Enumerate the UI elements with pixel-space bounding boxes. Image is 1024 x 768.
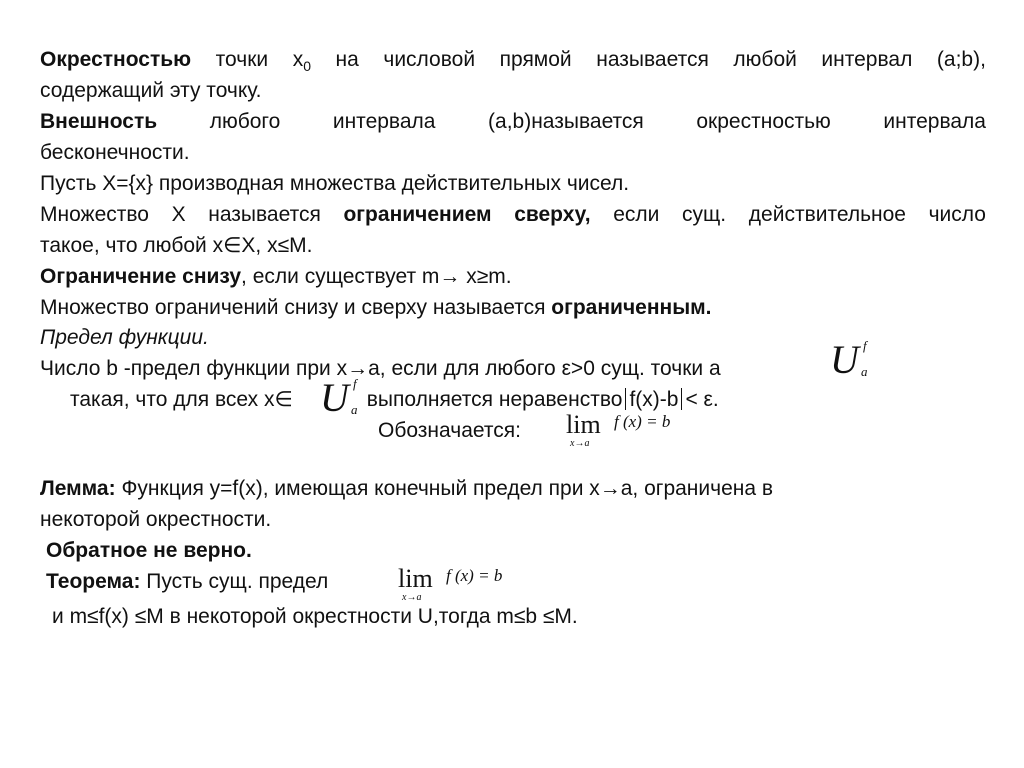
word: Множество [40, 203, 149, 226]
lemma-line-1: Лемма: Функция y=f(x), имеющая конечный предел при x→a, ограничена в [40, 477, 774, 500]
term-exterior: Внешность [40, 110, 158, 133]
limit-definition-line-2: такая, что для всех x∈ выполняется неравенство f(x)-b < ε. [70, 388, 719, 411]
term-theorem: Теорема: [46, 570, 141, 593]
word: сверху, [514, 203, 591, 226]
bounded-set-definition: Множество ограничений снизу и сверху называется ограниченным. [40, 296, 712, 319]
definition-exterior-line-2: бесконечности. [40, 141, 190, 164]
word: интервала [332, 110, 436, 133]
word: если [613, 203, 660, 226]
section-heading-limit: Предел функции. [40, 326, 209, 349]
upper-bound-line-1 [40, 203, 986, 227]
word: число [928, 203, 986, 226]
word: сущ. [682, 203, 727, 226]
abs-bar-right [681, 388, 682, 410]
set-x-definition: Пусть X={x} производная множества действительных чисел. [40, 172, 630, 195]
word: $x_0$ [292, 48, 311, 74]
word: числовой [383, 48, 476, 71]
word: интервал [821, 48, 913, 71]
word: X [171, 203, 186, 226]
word: окрестностью [696, 110, 831, 133]
upper-bound-line-2: такое, что любой x∈X, x≤M. [40, 234, 313, 257]
definition-neighborhood-line-2: содержащий эту точку. [40, 79, 262, 102]
theorem-line-1: Теорема: Пусть сущ. предел [46, 570, 329, 593]
word: называется [596, 48, 709, 71]
limit-formula-2: lim f (x) = b x→a [398, 564, 503, 603]
neighborhood-symbol-right: U f a [830, 337, 868, 382]
word: (a;b), [936, 48, 986, 71]
abs-bar-left [625, 388, 626, 410]
limit-formula-1: lim f (x) = b x→a [566, 410, 671, 449]
definition-exterior-line-1 [40, 110, 986, 134]
word: любого [209, 110, 281, 133]
lemma-line-2: некоторой окрестности. [40, 508, 272, 531]
word: на [335, 48, 359, 71]
term-bounded: ограниченным. [551, 296, 712, 319]
theorem-line-2: и m≤f(x) ≤M в некоторой окрестности U,тогда m≤b ≤M. [52, 605, 578, 628]
term-neighborhood: Окрестностью [40, 48, 192, 71]
neighborhood-symbol-inline: U f a [320, 375, 358, 420]
word: действительное [748, 203, 906, 226]
limit-definition-line-1: Число b -предел функции при x→a, если для любого ε>0 сущ. точки a [40, 357, 721, 380]
word: точки [215, 48, 269, 71]
word: интервала [883, 110, 986, 133]
word: называется [208, 203, 321, 226]
notation-label: Обозначается: [378, 419, 521, 442]
term-lower-bound: Ограничение снизу [40, 265, 242, 288]
lower-bound-definition: Ограничение снизу, если существует m→ x≥m. [40, 265, 512, 288]
converse-statement: Обратное не верно. [46, 539, 252, 562]
definition-neighborhood-line-1 [40, 48, 986, 78]
term-bound: ограничением [343, 203, 492, 226]
word: любой [733, 48, 797, 71]
word: прямой [499, 48, 572, 71]
term-lemma: Лемма: [40, 477, 116, 500]
word: (a,b)называется [488, 110, 644, 133]
